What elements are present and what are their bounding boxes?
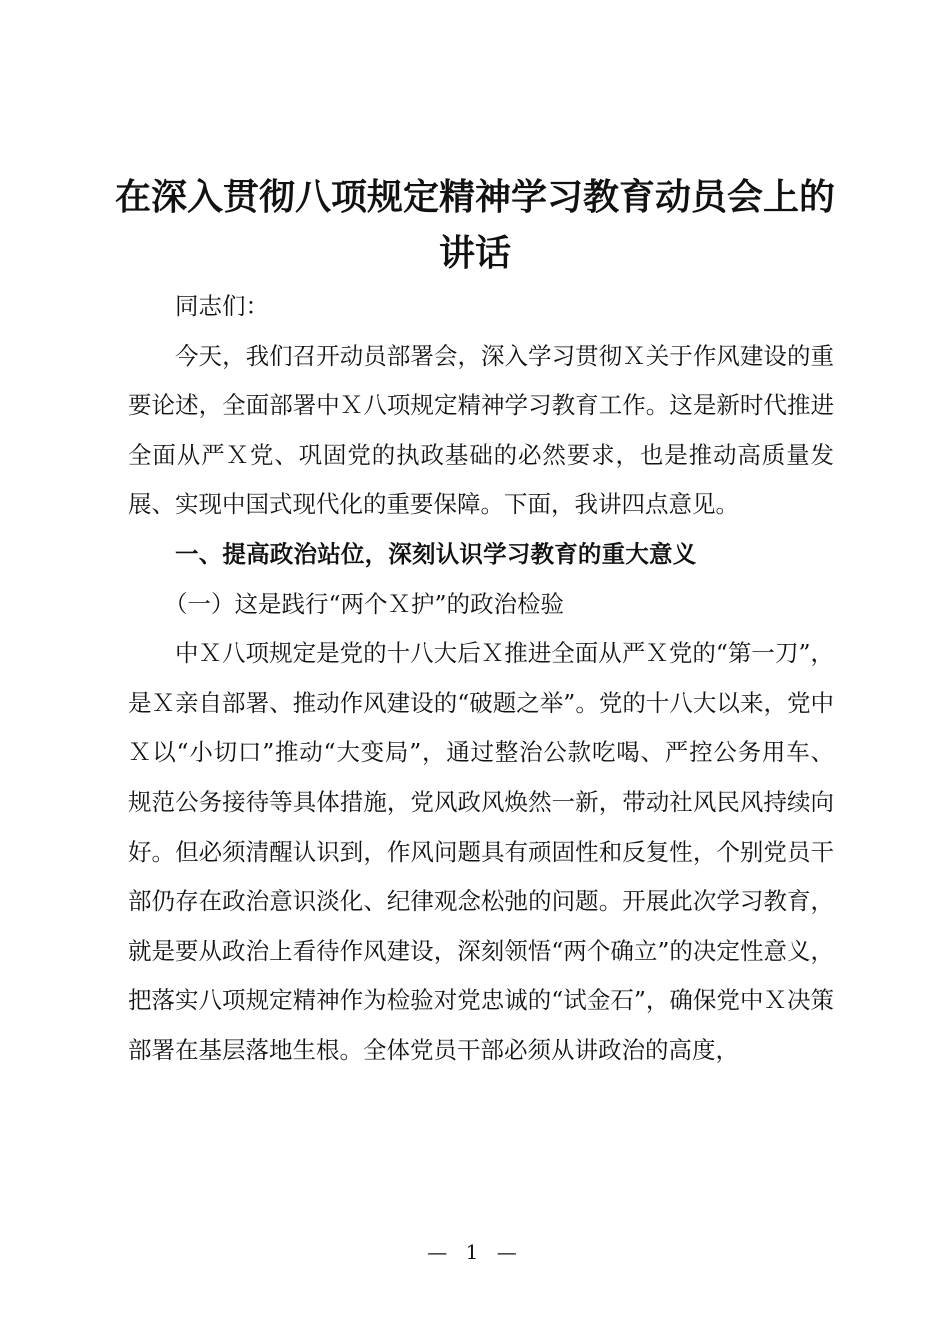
intro-paragraph: 今天，我们召开动员部署会，深入学习贯彻Ｘ关于作风建设的重要论述，全面部署中Ｘ八项规定精神学习教育工作。这是新时代推进全面从严Ｘ党、巩固党的执政基础的必然要求，也是推动高质量发展、实现中国式现代化的重要保障。下面，我讲四点意见。 xyxy=(128,341,834,519)
page-number: — 1 — xyxy=(427,1240,523,1264)
salutation: 同志们： xyxy=(175,292,269,320)
document-body xyxy=(128,282,834,1076)
section-heading-1: 一、提高政治站位，深刻认识学习教育的重大意义 xyxy=(175,539,697,568)
document-title: 在深入贯彻八项规定精神学习教育动员会上的讲话 xyxy=(114,177,835,274)
subsection-heading-1: （一）这是践行“两个Ｘ护”的政治检验 xyxy=(164,589,565,618)
body-paragraph: 中Ｘ八项规定是党的十八大后Ｘ推进全面从严Ｘ党的“第一刀”，是Ｘ亲自部署、推动作风建设的“破题之举”。党的十八大以来，党中Ｘ以“小切口”推动“大变局”，通过整治公款吃喝、严控公务用车、规范公务接待等具体措施，党风政风焕然一新，带动社风民风持续向好。但必须清醒认识到，作风问题具有顽固性和反复性，个别党员干部仍存在政治意识淡化、纪律观念松弛的问题。开展此次学习教育，就是要从政治上看待作风建设，深刻领悟“两个确立”的决定性意义，把落实八项规定精神作为检验对党忠诚的“试金石”，确保党中Ｘ决策部署在基层落地生根。全体党员干部必须从讲政治的高度， xyxy=(128,639,834,1064)
